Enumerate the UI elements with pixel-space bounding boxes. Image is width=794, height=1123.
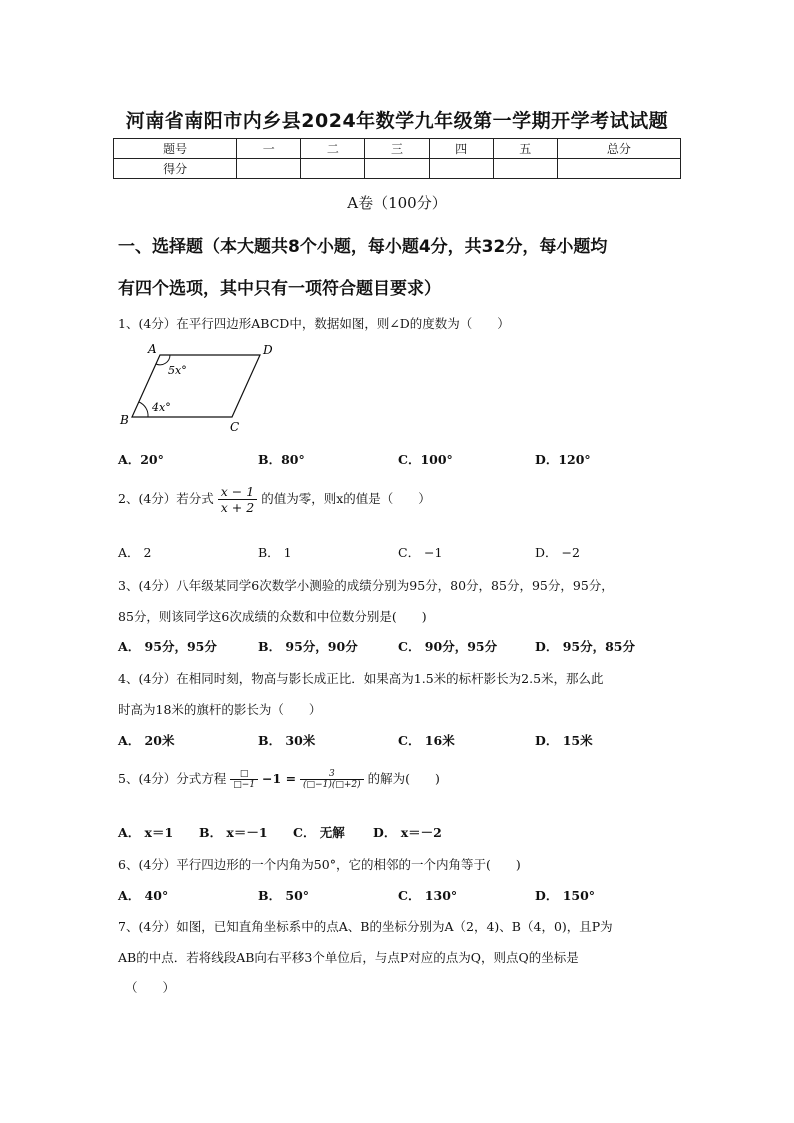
q6-option-b: B． 50° [258, 888, 310, 903]
q5-fraction-1 [230, 769, 258, 790]
page-title: 河南省南阳市内乡县2024年数学九年级第一学期开学考试试题 [125, 110, 669, 132]
q1-option-d: D．120° [535, 452, 591, 467]
vertex-c-label: C [230, 420, 240, 434]
q5-prefix: 5、(4分）分式方程 [118, 771, 227, 786]
q4-option-b: B． 30米 [258, 733, 316, 748]
score-empty-cell [301, 159, 365, 179]
score-empty-cell [557, 159, 680, 179]
angle-a-label: 5x° [168, 364, 187, 377]
q2-fraction [218, 484, 257, 515]
q3-option-d: D． 95分，85分 [535, 639, 635, 654]
section-heading-line1: 一、选择题（本大题共8个小题，每小题4分，共32分，每小题均 [118, 237, 608, 257]
q5-option-a: A． x＝1 [118, 825, 174, 840]
angle-b-label: 4x° [152, 401, 171, 414]
score-cell: 题号 [114, 139, 237, 159]
q3-option-a: A． 95分，95分 [118, 639, 217, 654]
q2-frac-denominator: x + 2 [220, 500, 255, 515]
q4-option-a: A． 20米 [118, 733, 175, 748]
q5-option-c: C． 无解 [293, 825, 345, 840]
q5-option-b: B． x＝－1 [199, 825, 268, 840]
score-empty-cell [493, 159, 557, 179]
q5-middle: −1 = [262, 771, 297, 786]
question-3-line2: 85分，则该同学这6次成绩的众数和中位数分别是( ) [118, 609, 427, 624]
vertex-a-label: A [148, 342, 157, 356]
question-2-text [118, 484, 431, 515]
score-empty-cell [237, 159, 301, 179]
score-cell: 四 [429, 139, 493, 159]
question-3-line1: 3、(4分）八年级某同学6次数学小测验的成绩分别为95分，80分，85分，95分，95分， [118, 578, 614, 593]
score-cell: 总分 [557, 139, 680, 159]
q2-option-c: C． −1 [398, 545, 443, 560]
q3-option-c: C． 90分，95分 [398, 639, 498, 654]
question-5-text [118, 769, 440, 790]
question-7-line2: AB的中点．若将线段AB向右平移3个单位后，与点P对应的点为Q，则点Q的坐标是 [118, 950, 579, 965]
question-7-line3: （ ） [125, 980, 176, 995]
score-table [113, 138, 681, 179]
question-4-line1: 4、(4分）在相同时刻，物高与影长成正比．如果高为1.5米的标杆影长为2.5米，那么此 [118, 671, 604, 686]
vertex-b-label: B [120, 413, 129, 427]
section-subtitle: A卷（100分） [347, 194, 447, 212]
q1-option-c: C．100° [398, 452, 453, 467]
score-cell: 五 [493, 139, 557, 159]
question-1-text: 1、(4分）在平行四边形ABCD中，数据如图，则∠D的度数为（ ） [118, 316, 510, 331]
vertex-d-label: D [263, 343, 273, 357]
q2-frac-numerator: x − 1 [218, 484, 257, 500]
score-table-row [114, 159, 681, 179]
question-7-line1: 7、(4分）如图，已知直角坐标系中的点A、B的坐标分别为A（2，4)、B（4，0)，且P为 [118, 919, 613, 934]
score-cell: 三 [365, 139, 429, 159]
q4-option-c: C． 16米 [398, 733, 455, 748]
q2-suffix: 的值为零，则x的值是（ ） [261, 491, 431, 506]
q2-prefix: 2、(4分）若分式 [118, 491, 214, 506]
score-row-label: 得分 [114, 159, 237, 179]
q5-option-d: D． x＝－2 [373, 825, 442, 840]
q6-option-a: A． 40° [118, 888, 169, 903]
question-6-text: 6、(4分）平行四边形的一个内角为50°，它的相邻的一个内角等于( ) [118, 857, 521, 872]
q5-frac2-numerator: 3 [300, 769, 364, 780]
parallelogram-figure [112, 340, 282, 435]
q1-option-b: B．80° [258, 452, 305, 467]
score-cell: 一 [237, 139, 301, 159]
q6-option-c: C． 130° [398, 888, 458, 903]
q2-option-a: A． 2 [118, 545, 152, 560]
q3-option-b: B． 95分，90分 [258, 639, 358, 654]
q5-fraction-2 [300, 769, 364, 790]
score-empty-cell [429, 159, 493, 179]
score-empty-cell [365, 159, 429, 179]
q2-option-b: B． 1 [258, 545, 292, 560]
q1-option-a: A．20° [118, 452, 164, 467]
question-4-line2: 时高为18米的旗杆的影长为（ ） [118, 702, 322, 717]
score-cell: 二 [301, 139, 365, 159]
q4-option-d: D． 15米 [535, 733, 593, 748]
q5-frac2-denominator: (□−1)(□+2) [303, 780, 361, 790]
q2-option-d: D． −2 [535, 545, 580, 560]
q5-frac1-denominator: □−1 [233, 780, 256, 790]
q6-option-d: D． 150° [535, 888, 596, 903]
q5-frac1-numerator: □ [230, 769, 258, 780]
section-heading-line2: 有四个选项，其中只有一项符合题目要求） [118, 279, 441, 299]
angle-b-arc [139, 402, 148, 417]
q5-suffix: 的解为( ) [367, 771, 440, 786]
score-table-header-row [114, 139, 681, 159]
